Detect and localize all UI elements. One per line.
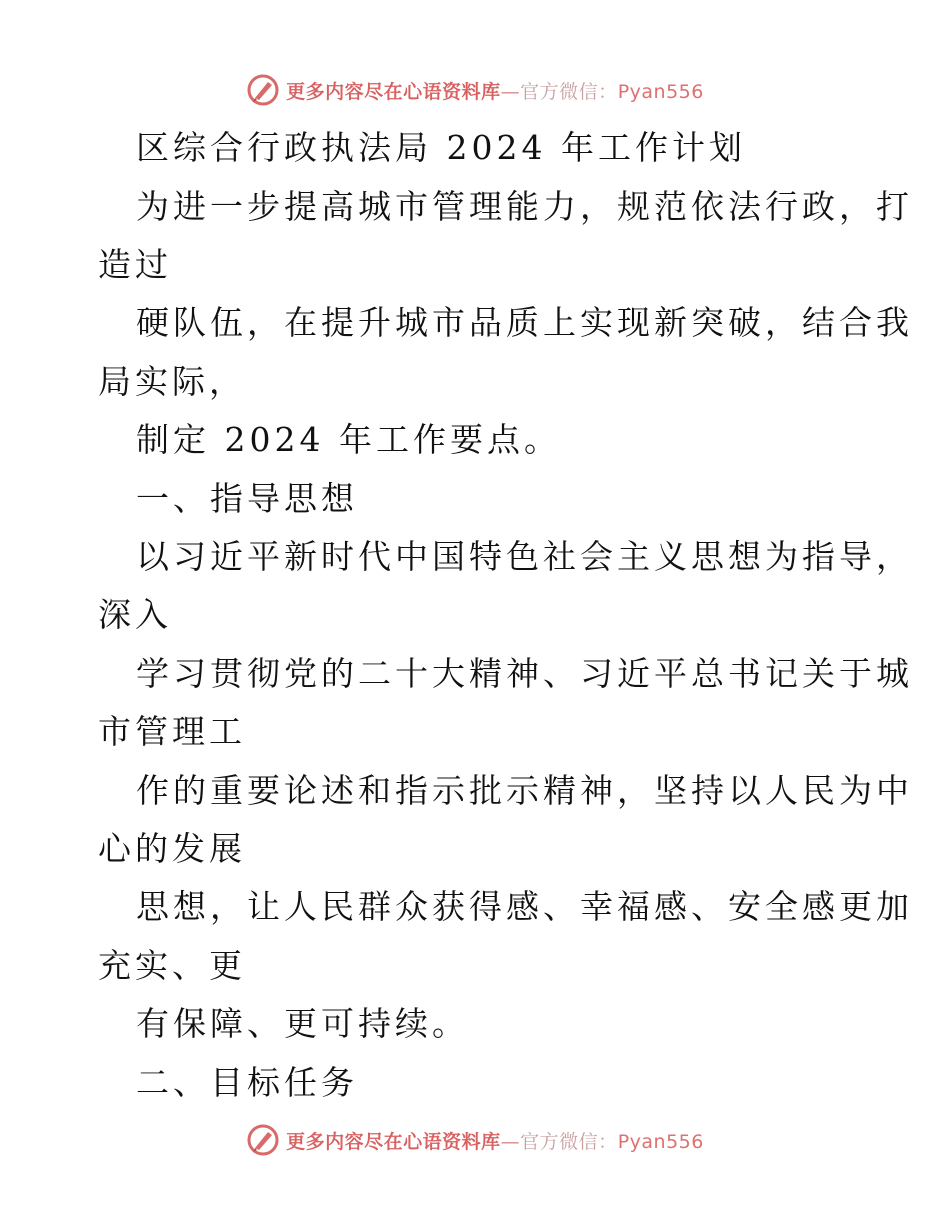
section-heading: 二、目标任务 bbox=[136, 1063, 358, 1102]
watermark-wechat-id: Pyan556 bbox=[617, 1130, 704, 1153]
paragraph-line: 深入 bbox=[98, 595, 172, 634]
watermark-title: 更多内容尽在心语资料库 bbox=[286, 1130, 501, 1153]
paragraph-line: 以习近平新时代中国特色社会主义思想为指导， bbox=[136, 537, 913, 576]
watermark-text bbox=[286, 1127, 704, 1154]
watermark-text bbox=[286, 77, 704, 104]
paragraph-line: 为进一步提高城市管理能力，规范依法行政，打 bbox=[136, 187, 913, 226]
paragraph-line: 造过 bbox=[98, 245, 172, 284]
paragraph-line: 市管理工 bbox=[98, 712, 246, 751]
paragraph-line: 局实际， bbox=[98, 362, 246, 401]
watermark-dash: — bbox=[500, 1130, 521, 1153]
document-title: 区综合行政执法局 2024 年工作计划 bbox=[136, 128, 746, 167]
section-heading: 一、指导思想 bbox=[136, 479, 358, 518]
paragraph-line: 学习贯彻党的二十大精神、习近平总书记关于城 bbox=[136, 654, 913, 693]
paragraph-line: 充实、更 bbox=[98, 946, 246, 985]
header-watermark bbox=[0, 70, 950, 110]
watermark-wechat-id: Pyan556 bbox=[617, 80, 704, 103]
paragraph-line: 思想，让人民群众获得感、幸福感、安全感更加 bbox=[136, 887, 913, 926]
paragraph-line: 硬队伍，在提升城市品质上实现新突破，结合我 bbox=[136, 303, 913, 342]
footer-watermark bbox=[0, 1120, 950, 1160]
paragraph-line: 有保障、更可持续。 bbox=[136, 1004, 469, 1043]
pen-logo-icon bbox=[246, 73, 280, 107]
paragraph-line: 制定 2024 年工作要点。 bbox=[136, 420, 561, 459]
watermark-title: 更多内容尽在心语资料库 bbox=[286, 80, 501, 103]
watermark-wechat-label: 官方微信： bbox=[520, 80, 618, 103]
pen-logo-icon bbox=[246, 1123, 280, 1157]
paragraph-line: 作的重要论述和指示批示精神，坚持以人民为中 bbox=[136, 771, 913, 810]
watermark-wechat-label: 官方微信： bbox=[520, 1130, 618, 1153]
paragraph-line: 心的发展 bbox=[98, 829, 246, 868]
watermark-dash: — bbox=[500, 80, 521, 103]
